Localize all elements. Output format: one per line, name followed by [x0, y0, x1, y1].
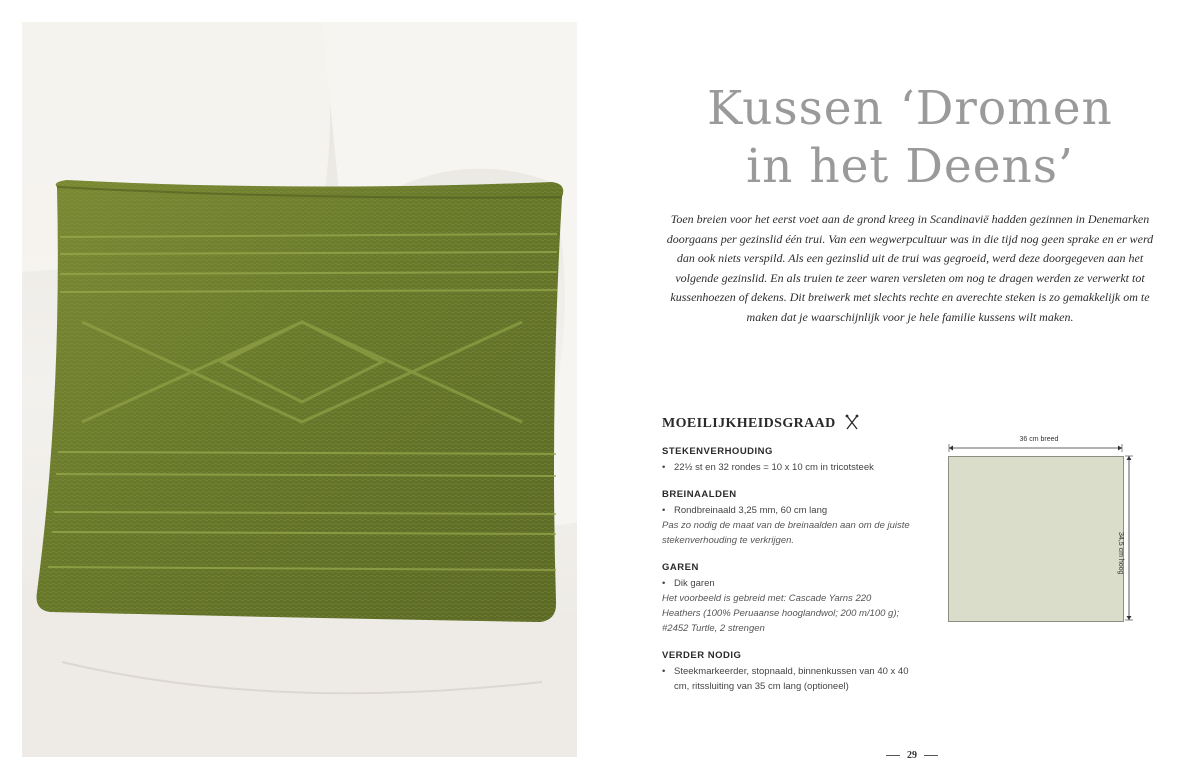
difficulty-label: MOEILIJKHEIDSGRAAD: [662, 416, 836, 431]
spec-note: Pas zo nodig de maat van de breinaalden aan om de juiste stekenverhouding te verkrijgen.: [662, 520, 910, 546]
folio-rule: [924, 755, 938, 756]
spec-heading: STEKENVERHOUDING: [662, 446, 773, 457]
pillow-swatch: [948, 456, 1124, 622]
page-number-text: 29: [907, 750, 917, 761]
spec-gauge: [662, 446, 912, 475]
spec-notions: [662, 650, 912, 694]
spec-bullet: • Steekmarkeerder, stopnaald, binnenkussen van 40 x 40 cm, ritssluiting van 35 cm lang (optioneel): [662, 664, 912, 694]
spec-note: Het voorbeeld is gebreid met: Cascade Yarns 220 Heathers (100% Peruaanse hooglandwol; 200 m/100 g); #2452 Turtle, 2 strengen: [662, 593, 900, 634]
spec-heading: BREINAALDEN: [662, 489, 737, 500]
spec-heading: VERDER NODIG: [662, 650, 742, 661]
pillow-illustration: [22, 22, 577, 757]
width-label: 36 cm breed: [1019, 436, 1059, 443]
size-diagram: [940, 436, 1150, 628]
pattern-title: [650, 80, 1170, 196]
spec-yarn: [662, 562, 912, 636]
spec-bullet: • Rondbreinaald 3,25 mm, 60 cm lang: [662, 503, 912, 518]
specs-list: [662, 446, 912, 708]
difficulty-row: [662, 414, 860, 434]
title-line-2: in het Deens’: [746, 139, 1074, 194]
spec-heading: GAREN: [662, 562, 699, 573]
height-label: 34,5 cm hoog: [1117, 532, 1124, 575]
title-line-1: Kussen ‘Dromen: [707, 81, 1113, 136]
folio-rule: [886, 755, 900, 756]
spec-needles: [662, 489, 912, 548]
pillow-photo: [22, 22, 577, 757]
page-number: [872, 750, 952, 761]
spec-bullet: • 22½ st en 32 rondes = 10 x 10 cm in tricotsteek: [662, 460, 912, 475]
spec-bullet: • Dik garen: [662, 576, 912, 591]
intro-paragraph: Toen breien voor het eerst voet aan de grond kreeg in Scandinavië hadden gezinnen in Denemarken doorgaans per gezinslid één trui. Van een wegwerpcultuur was in die tijd nog geen sprake en er werd dan ook niets verspild. Als een gezinslid uit de trui was gegroeid, werd deze doorgegeven aan het volgende gezinslid. En als truien te zeer waren versleten om nog te dragen werden ze verwerkt tot kussenhoezen of dekens. Dit breiwerk met slechts rechte en averechte steken is zo gemakkelijk om te maken dat je waarschijnlijk voor je hele familie kussens wilt maken.: [666, 212, 1154, 324]
knitting-needles-icon: [844, 414, 860, 434]
